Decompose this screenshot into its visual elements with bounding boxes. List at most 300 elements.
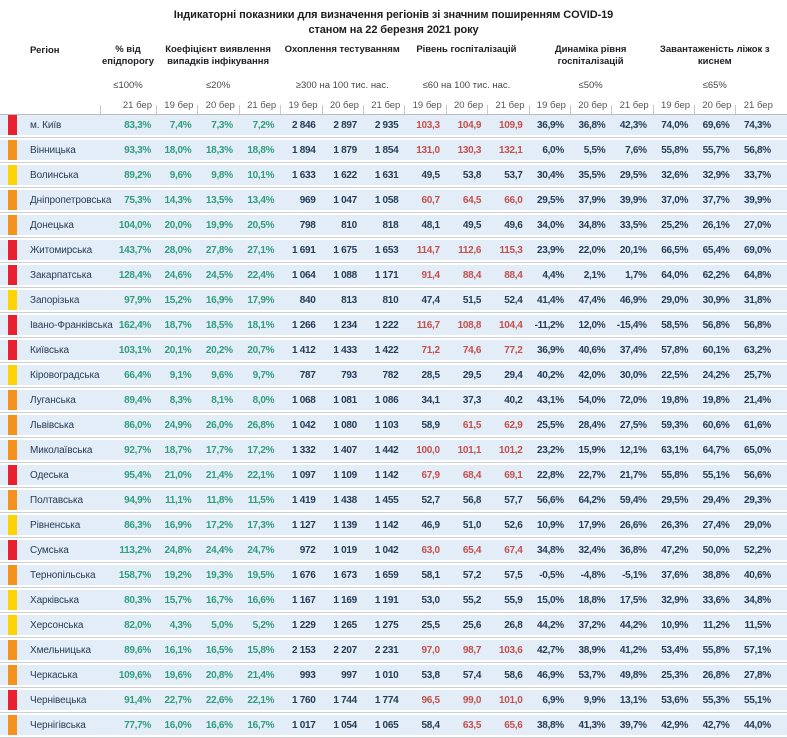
dynamics-value: 6,9% bbox=[542, 694, 564, 706]
oxygen-value: 37,0% bbox=[661, 194, 689, 206]
hosp-value: 29,4 bbox=[504, 369, 523, 381]
threshold-epid: ≤100% bbox=[113, 79, 143, 91]
hosp-value: 47,4 bbox=[421, 294, 440, 306]
testing-value: 1 229 bbox=[292, 619, 316, 631]
testing-value: 1 042 bbox=[292, 419, 316, 431]
risk-level-marker-orange bbox=[8, 565, 17, 585]
region-name: Кіровоградська bbox=[30, 369, 100, 381]
oxygen-value: 37,6% bbox=[661, 569, 689, 581]
table-row bbox=[0, 187, 787, 210]
testing-value: 1 438 bbox=[333, 494, 357, 506]
dynamics-value: 9,9% bbox=[583, 694, 606, 706]
testing-value: 810 bbox=[341, 219, 357, 231]
threshold-hosp: ≤60 на 100 тис. нас. bbox=[422, 79, 511, 91]
hosp-value: 101,2 bbox=[498, 444, 523, 456]
detect-value: 14,3% bbox=[164, 194, 192, 206]
detect-value: 9,6% bbox=[211, 369, 233, 381]
oxygen-value: 32,9% bbox=[661, 594, 689, 606]
detect-value: 16,9% bbox=[164, 519, 192, 531]
hosp-value: 51,0 bbox=[462, 519, 482, 531]
oxygen-value: 22,5% bbox=[661, 369, 689, 381]
detect-value: 9,8% bbox=[211, 169, 233, 181]
oxygen-value: 64,0% bbox=[661, 269, 689, 281]
oxygen-value: 63,2% bbox=[744, 344, 771, 356]
risk-level-marker-orange bbox=[8, 440, 17, 460]
detect-value: 18,7% bbox=[164, 444, 192, 456]
region-cell bbox=[0, 565, 100, 585]
hosp-value: 104,9 bbox=[457, 119, 482, 131]
hosp-value: 66,0 bbox=[504, 194, 523, 206]
epid-value: 92,7% bbox=[124, 444, 151, 456]
threshold-oxygen: ≤65% bbox=[702, 79, 727, 91]
region-name: Тернопільська bbox=[30, 569, 96, 581]
dynamics-value: 36,8% bbox=[619, 544, 647, 556]
detect-value: 16,0% bbox=[164, 719, 192, 731]
table-row bbox=[0, 437, 787, 460]
hosp-value: 46,9 bbox=[421, 519, 440, 531]
date-header: 21 бер bbox=[100, 100, 156, 114]
region-cell bbox=[0, 515, 100, 535]
hosp-value: 112,6 bbox=[458, 244, 482, 256]
region-cell bbox=[0, 540, 100, 560]
detect-value: 21,4% bbox=[247, 669, 275, 681]
dynamics-value: 38,9% bbox=[578, 644, 606, 656]
oxygen-value: 21,4% bbox=[744, 394, 771, 406]
epid-value: 162,4% bbox=[118, 319, 151, 331]
oxygen-value: 29,4% bbox=[702, 494, 730, 506]
testing-value: 1 171 bbox=[374, 269, 399, 281]
testing-value: 1 169 bbox=[333, 594, 357, 606]
risk-level-marker-orange bbox=[8, 415, 17, 435]
dynamics-value: 17,5% bbox=[619, 594, 647, 606]
oxygen-value: 42,9% bbox=[661, 719, 689, 731]
oxygen-value: 24,2% bbox=[702, 369, 730, 381]
dynamics-value: 15,9% bbox=[578, 444, 606, 456]
testing-value: 2 935 bbox=[374, 119, 399, 131]
region-name: Запорізька bbox=[30, 294, 80, 306]
dynamics-value: 28,4% bbox=[578, 419, 606, 431]
dynamics-value: 35,5% bbox=[578, 169, 606, 181]
dynamics-value: 23,2% bbox=[537, 444, 564, 456]
oxygen-value: 26,3% bbox=[661, 519, 689, 531]
epid-value: 89,4% bbox=[124, 394, 151, 406]
detect-value: 13,5% bbox=[205, 194, 233, 206]
hosp-value: 100,0 bbox=[416, 444, 440, 456]
region-name: Чернівецька bbox=[30, 694, 87, 706]
testing-value: 1 109 bbox=[333, 469, 357, 481]
detect-value: 19,6% bbox=[164, 669, 192, 681]
epid-value: 89,2% bbox=[124, 169, 151, 181]
oxygen-value: 59,3% bbox=[661, 419, 689, 431]
dynamics-value: 1,7% bbox=[625, 269, 647, 281]
table-row bbox=[0, 212, 787, 235]
dynamics-value: 22,8% bbox=[537, 469, 564, 481]
detect-value: 16,7% bbox=[247, 719, 275, 731]
dynamics-value: 36,8% bbox=[578, 119, 606, 131]
testing-value: 1 622 bbox=[333, 169, 357, 181]
hosp-value: 29,5 bbox=[462, 369, 482, 381]
oxygen-value: 55,8% bbox=[661, 144, 689, 156]
hosp-value: 34,1 bbox=[421, 394, 440, 406]
hosp-value: 64,5 bbox=[462, 194, 482, 206]
hosp-value: 63,0 bbox=[421, 544, 440, 556]
hosp-value: 130,3 bbox=[457, 144, 482, 156]
oxygen-value: 29,0% bbox=[661, 294, 689, 306]
testing-value: 1 879 bbox=[333, 144, 357, 156]
oxygen-value: 29,0% bbox=[744, 519, 771, 531]
detect-value: 16,6% bbox=[205, 719, 233, 731]
hosp-value: 88,4 bbox=[462, 269, 482, 281]
testing-value: 1 412 bbox=[292, 344, 316, 356]
detect-value: 18,5% bbox=[205, 319, 233, 331]
dynamics-value: 44,2% bbox=[537, 619, 564, 631]
testing-value: 1 676 bbox=[292, 569, 316, 581]
region-cell bbox=[0, 315, 113, 335]
detect-value: 18,8% bbox=[247, 144, 275, 156]
report-title-line1: Індикаторні показники для визначення регіонів зі значним поширенням COVID-19 bbox=[173, 9, 614, 21]
table-row bbox=[0, 312, 787, 335]
testing-value: 798 bbox=[299, 219, 316, 231]
dynamics-value: 37,2% bbox=[578, 619, 606, 631]
testing-value: 1 088 bbox=[333, 269, 357, 281]
testing-value: 810 bbox=[382, 294, 399, 306]
oxygen-value: 63,1% bbox=[661, 444, 689, 456]
dynamics-value: 27,5% bbox=[619, 419, 647, 431]
region-name: Чернігівська bbox=[30, 719, 86, 731]
testing-value: 1 234 bbox=[333, 319, 357, 331]
oxygen-value: 74,3% bbox=[744, 119, 771, 131]
oxygen-value: 26,1% bbox=[702, 219, 730, 231]
threshold-dynamics: ≤50% bbox=[578, 79, 603, 91]
detect-value: 21,0% bbox=[164, 469, 192, 481]
detect-value: 16,9% bbox=[205, 294, 233, 306]
oxygen-value: 64,8% bbox=[744, 269, 771, 281]
detect-value: 22,1% bbox=[247, 694, 275, 706]
epid-value: 113,2% bbox=[119, 544, 151, 556]
oxygen-value: 55,8% bbox=[661, 469, 689, 481]
region-name: Івано-Франківська bbox=[30, 319, 113, 331]
risk-level-marker-red bbox=[8, 465, 17, 485]
epid-value: 94,9% bbox=[124, 494, 151, 506]
oxygen-value: 56,8% bbox=[744, 144, 771, 156]
detect-value: 26,8% bbox=[247, 419, 275, 431]
table-row bbox=[0, 162, 787, 185]
dynamics-value: 34,8% bbox=[578, 219, 606, 231]
region-name: Одеська bbox=[30, 469, 69, 481]
epid-value: 128,4% bbox=[118, 269, 151, 281]
risk-level-marker-orange bbox=[8, 490, 17, 510]
detect-value: 20,8% bbox=[205, 669, 233, 681]
hosp-value: 49,6 bbox=[504, 219, 523, 231]
testing-value: 1 631 bbox=[374, 169, 399, 181]
oxygen-value: 40,6% bbox=[744, 569, 771, 581]
oxygen-value: 27,0% bbox=[744, 219, 771, 231]
oxygen-value: 29,5% bbox=[661, 494, 689, 506]
testing-value: 1 419 bbox=[292, 494, 316, 506]
region-name: Харківська bbox=[30, 594, 79, 606]
hosp-value: 101,0 bbox=[498, 694, 523, 706]
report-title-line2: станом на 22 березня 2021 року bbox=[308, 24, 479, 36]
detect-value: 22,4% bbox=[247, 269, 275, 281]
detect-value: 26,0% bbox=[205, 419, 233, 431]
testing-value: 1 139 bbox=[333, 519, 357, 531]
oxygen-value: 29,3% bbox=[744, 494, 771, 506]
detect-value: 9,1% bbox=[169, 369, 192, 381]
hosp-value: 98,7 bbox=[462, 644, 482, 656]
region-cell bbox=[0, 215, 100, 235]
hosp-value: 52,4 bbox=[504, 294, 523, 306]
epid-value: 109,6% bbox=[118, 669, 151, 681]
risk-level-marker-orange bbox=[8, 190, 17, 210]
detect-value: 19,2% bbox=[164, 569, 192, 581]
table-row bbox=[0, 487, 787, 510]
dynamics-value: 33,5% bbox=[619, 219, 647, 231]
dynamics-value: 42,7% bbox=[537, 644, 564, 656]
hosp-value: 74,6 bbox=[462, 344, 482, 356]
oxygen-value: 19,8% bbox=[702, 394, 730, 406]
risk-level-marker-orange bbox=[8, 215, 17, 235]
dynamics-value: 49,8% bbox=[619, 669, 647, 681]
table-row bbox=[0, 137, 787, 160]
region-name: Луганська bbox=[30, 394, 76, 406]
oxygen-value: 38,8% bbox=[702, 569, 730, 581]
detect-value: 13,4% bbox=[247, 194, 275, 206]
threshold-detect: ≤20% bbox=[205, 79, 231, 91]
dynamics-value: 34,8% bbox=[537, 544, 564, 556]
dynamics-value: 42,0% bbox=[578, 369, 606, 381]
threshold-testing: ≥300 на 100 тис. нас. bbox=[295, 79, 389, 91]
hosp-value: 26,8 bbox=[504, 619, 523, 631]
risk-level-marker-orange bbox=[8, 140, 17, 160]
detect-value: 17,2% bbox=[247, 444, 275, 456]
testing-value: 997 bbox=[341, 669, 357, 681]
region-name: Дніпропетровська bbox=[30, 194, 112, 206]
hosp-value: 131,0 bbox=[416, 144, 440, 156]
dynamics-value: -15,4% bbox=[616, 319, 647, 331]
testing-value: 1 142 bbox=[374, 519, 399, 531]
detect-value: 9,6% bbox=[169, 169, 192, 181]
testing-value: 1 064 bbox=[292, 269, 316, 281]
region-name: Черкаська bbox=[30, 669, 78, 681]
hosp-value: 114,7 bbox=[416, 244, 440, 256]
region-name: Волинська bbox=[30, 169, 79, 181]
hosp-value: 108,8 bbox=[457, 319, 482, 331]
hosp-value: 132,1 bbox=[498, 144, 523, 156]
hosp-value: 55,2 bbox=[462, 594, 482, 606]
detect-value: 17,2% bbox=[205, 519, 233, 531]
hosp-value: 99,0 bbox=[462, 694, 482, 706]
risk-level-marker-red bbox=[8, 265, 17, 285]
dynamics-value: 21,7% bbox=[619, 469, 647, 481]
testing-value: 1 760 bbox=[292, 694, 316, 706]
oxygen-value: 69,6% bbox=[702, 119, 730, 131]
hosp-value: 58,4 bbox=[421, 719, 440, 731]
region-cell bbox=[0, 115, 100, 135]
testing-value: 1 691 bbox=[292, 244, 316, 256]
hosp-value: 65,6 bbox=[504, 719, 523, 731]
detect-value: 9,7% bbox=[252, 369, 275, 381]
dynamics-value: 18,8% bbox=[578, 594, 606, 606]
testing-value: 1 407 bbox=[333, 444, 357, 456]
detect-value: 24,5% bbox=[205, 269, 233, 281]
epid-value: 93,3% bbox=[124, 144, 151, 156]
oxygen-value: 30,9% bbox=[702, 294, 730, 306]
testing-value: 972 bbox=[299, 544, 316, 556]
oxygen-value: 33,6% bbox=[702, 594, 730, 606]
testing-value: 813 bbox=[341, 294, 357, 306]
oxygen-value: 66,5% bbox=[661, 244, 689, 256]
region-name: Донецька bbox=[30, 219, 74, 231]
dynamics-value: 37,4% bbox=[619, 344, 647, 356]
risk-level-marker-yellow bbox=[8, 290, 17, 310]
hosp-value: 25,5 bbox=[421, 619, 440, 631]
column-header-oxygen: Завантаженість ліжок з киснем bbox=[659, 44, 770, 67]
table-row bbox=[0, 712, 787, 735]
report-title bbox=[0, 0, 787, 40]
testing-value: 2 897 bbox=[333, 119, 357, 131]
oxygen-value: 25,2% bbox=[661, 219, 689, 231]
region-cell bbox=[0, 590, 100, 610]
region-name: Сумська bbox=[30, 544, 69, 556]
dynamics-value: 4,4% bbox=[542, 269, 564, 281]
hosp-value: 53,8 bbox=[462, 169, 482, 181]
column-header-epid: % від епідпорогу bbox=[101, 44, 155, 67]
detect-value: 18,3% bbox=[205, 144, 233, 156]
hosp-value: 62,9 bbox=[504, 419, 523, 431]
region-cell bbox=[0, 440, 100, 460]
oxygen-value: 74,0% bbox=[661, 119, 689, 131]
detect-value: 15,2% bbox=[164, 294, 192, 306]
dynamics-value: 22,0% bbox=[578, 244, 606, 256]
detect-value: 8,1% bbox=[211, 394, 233, 406]
dynamics-value: 22,7% bbox=[578, 469, 606, 481]
table-row bbox=[0, 237, 787, 260]
detect-value: 24,9% bbox=[164, 419, 192, 431]
dynamics-value: -11,2% bbox=[534, 319, 564, 331]
table-row bbox=[0, 362, 787, 385]
dynamics-value: 41,3% bbox=[578, 719, 606, 731]
dynamics-value: 43,1% bbox=[537, 394, 564, 406]
testing-value: 1 265 bbox=[333, 619, 357, 631]
dates-spacer bbox=[0, 111, 100, 114]
detect-value: 11,1% bbox=[165, 494, 192, 506]
table-row bbox=[0, 587, 787, 610]
testing-value: 1 633 bbox=[292, 169, 316, 181]
oxygen-value: 44,0% bbox=[744, 719, 771, 731]
testing-value: 1 068 bbox=[292, 394, 316, 406]
detect-value: 20,0% bbox=[164, 219, 192, 231]
testing-value: 1 744 bbox=[333, 694, 357, 706]
region-cell bbox=[0, 615, 100, 635]
region-cell bbox=[0, 415, 100, 435]
testing-value: 993 bbox=[299, 669, 316, 681]
oxygen-value: 69,0% bbox=[744, 244, 771, 256]
testing-value: 1 673 bbox=[333, 569, 357, 581]
testing-value: 1 191 bbox=[374, 594, 399, 606]
detect-value: 20,1% bbox=[164, 344, 192, 356]
detect-value: 7,4% bbox=[169, 119, 192, 131]
detect-value: 8,0% bbox=[252, 394, 275, 406]
testing-value: 1 653 bbox=[374, 244, 399, 256]
dynamics-value: 41,2% bbox=[619, 644, 647, 656]
oxygen-value: 33,7% bbox=[744, 169, 771, 181]
date-header: 20 бер bbox=[197, 100, 238, 114]
detect-value: 18,1% bbox=[247, 319, 275, 331]
detect-value: 27,8% bbox=[205, 244, 233, 256]
region-cell bbox=[0, 665, 100, 685]
region-name: Миколаївська bbox=[30, 444, 93, 456]
detect-value: 24,7% bbox=[247, 544, 275, 556]
date-header: 20 бер bbox=[446, 100, 487, 114]
region-name: Полтавська bbox=[30, 494, 83, 506]
date-header: 19 бер bbox=[156, 100, 197, 114]
region-cell bbox=[0, 365, 100, 385]
oxygen-value: 56,8% bbox=[702, 319, 730, 331]
oxygen-value: 50,0% bbox=[702, 544, 730, 556]
oxygen-value: 64,7% bbox=[702, 444, 730, 456]
epid-value: 158,7% bbox=[118, 569, 151, 581]
testing-value: 1 127 bbox=[292, 519, 316, 531]
detect-value: 11,8% bbox=[206, 494, 233, 506]
oxygen-value: 39,9% bbox=[744, 194, 771, 206]
oxygen-value: 42,7% bbox=[702, 719, 730, 731]
epid-value: 82,0% bbox=[124, 619, 151, 631]
oxygen-value: 61,6% bbox=[744, 419, 771, 431]
region-name: Хмельницька bbox=[30, 644, 91, 656]
testing-value: 1 042 bbox=[374, 544, 399, 556]
hosp-value: 60,7 bbox=[421, 194, 440, 206]
hosp-value: 67,4 bbox=[504, 544, 523, 556]
epid-value: 66,4% bbox=[124, 369, 151, 381]
date-header: 20 бер bbox=[322, 100, 363, 114]
hosp-value: 52,7 bbox=[421, 494, 440, 506]
table-row bbox=[0, 512, 787, 535]
oxygen-value: 11,5% bbox=[744, 619, 771, 631]
dynamics-value: 12,0% bbox=[578, 319, 606, 331]
table-row bbox=[0, 562, 787, 585]
risk-level-marker-yellow bbox=[8, 515, 17, 535]
risk-level-marker-yellow bbox=[8, 590, 17, 610]
region-cell bbox=[0, 165, 100, 185]
column-header-detect: Коефіцієнт виявлення випадків інфікування bbox=[165, 44, 271, 67]
dynamics-value: 23,9% bbox=[537, 244, 564, 256]
testing-value: 2 153 bbox=[292, 644, 316, 656]
region-cell bbox=[0, 640, 100, 660]
hosp-value: 88,4 bbox=[504, 269, 523, 281]
dynamics-value: 13,1% bbox=[619, 694, 647, 706]
detect-value: 24,6% bbox=[164, 269, 192, 281]
testing-value: 1 081 bbox=[333, 394, 357, 406]
dynamics-value: 44,2% bbox=[619, 619, 647, 631]
testing-value: 1 010 bbox=[374, 669, 399, 681]
region-cell bbox=[0, 340, 100, 360]
table-header-group-titles bbox=[0, 44, 787, 76]
dynamics-value: -0,5% bbox=[539, 569, 564, 581]
epid-value: 95,4% bbox=[124, 469, 151, 481]
testing-value: 1 054 bbox=[333, 719, 357, 731]
detect-value: 22,7% bbox=[164, 694, 192, 706]
column-header-region: Регіон bbox=[30, 45, 60, 56]
risk-level-marker-yellow bbox=[8, 165, 17, 185]
detect-value: 7,3% bbox=[211, 119, 233, 131]
detect-value: 16,6% bbox=[247, 594, 275, 606]
epid-value: 103,1% bbox=[118, 344, 151, 356]
oxygen-value: 60,6% bbox=[702, 419, 730, 431]
testing-value: 1 142 bbox=[374, 469, 399, 481]
table-header-thresholds bbox=[0, 76, 787, 94]
hosp-value: 101,1 bbox=[457, 444, 482, 456]
testing-value: 1 086 bbox=[374, 394, 399, 406]
